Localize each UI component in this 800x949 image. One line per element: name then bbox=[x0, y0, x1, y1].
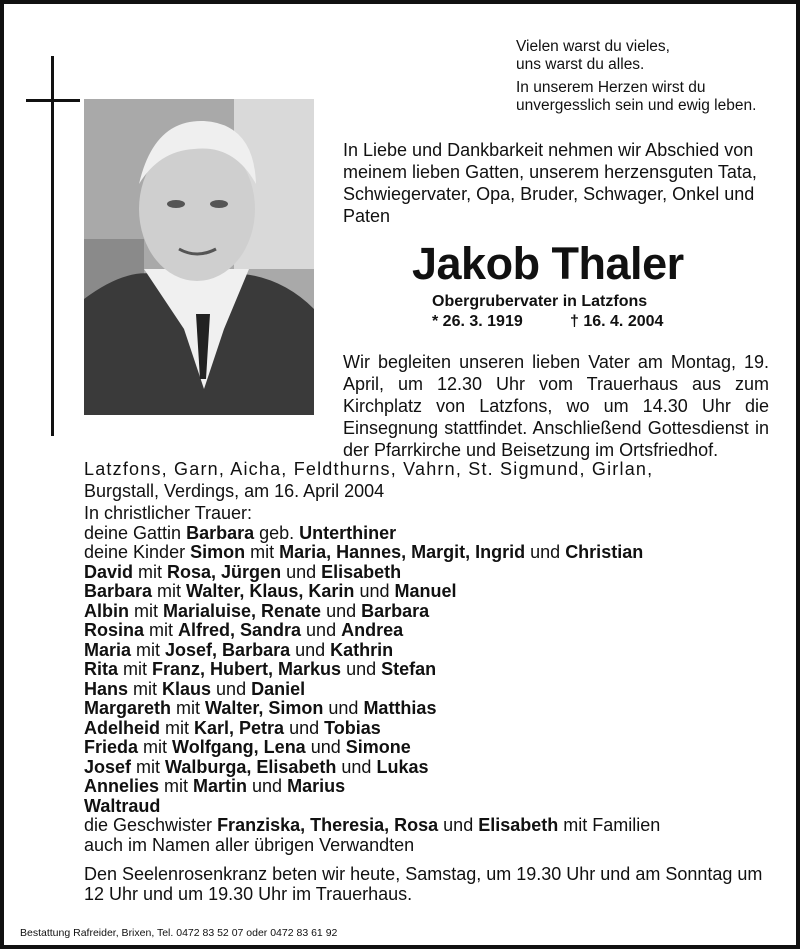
family-line bbox=[84, 816, 774, 836]
family-name: Walter, Simon bbox=[205, 698, 324, 718]
family-name: Elisabeth bbox=[478, 815, 559, 835]
family-name: Waltraud bbox=[84, 795, 161, 816]
family-name: Barbara bbox=[361, 600, 430, 621]
family-name: Josef bbox=[84, 756, 132, 777]
family-line bbox=[84, 543, 774, 563]
family-line bbox=[84, 797, 774, 817]
family-name: Rita bbox=[84, 659, 119, 679]
family-connector: mit Familien bbox=[558, 815, 661, 835]
family-name: Simon bbox=[190, 542, 246, 562]
family-line bbox=[84, 602, 774, 622]
family-name: Wolfgang, Lena bbox=[172, 737, 306, 757]
family-name: Christian bbox=[565, 542, 644, 562]
family-connector: und bbox=[336, 756, 377, 777]
family-line bbox=[84, 563, 774, 583]
family-line bbox=[84, 621, 774, 641]
family-name: Walburga, Elisabeth bbox=[165, 756, 337, 777]
family-connector: und bbox=[525, 542, 566, 562]
family-connector: und bbox=[321, 600, 362, 621]
family-name: Matthias bbox=[363, 698, 437, 718]
family-name: Josef, Barbara bbox=[165, 639, 291, 660]
family-connector: und bbox=[323, 698, 364, 718]
family-name: Franz, Hubert, Markus bbox=[152, 659, 342, 679]
mourners-list bbox=[84, 504, 774, 855]
family-name: Klaus bbox=[162, 678, 212, 699]
mourners-intro: In christlicher Trauer: bbox=[84, 503, 253, 523]
family-name: Simone bbox=[345, 737, 411, 757]
family-line bbox=[84, 758, 774, 778]
birth-date: * 26. 3. 1919 bbox=[432, 313, 523, 330]
family-connector: und bbox=[247, 776, 288, 796]
family-name: Frieda bbox=[84, 737, 139, 757]
family-name: Martin bbox=[193, 776, 248, 796]
family-name: Lukas bbox=[376, 756, 429, 777]
family-line bbox=[84, 836, 774, 856]
motto-verse-2 bbox=[516, 79, 756, 115]
family-name: Margareth bbox=[84, 698, 172, 718]
funeral-details: Wir begleiten unseren lieben Vater am Montag, 19. April, um 12.30 Uhr vom Trauerhaus aus zum Kirchplatz von Latzfons, wo um 14.30 Uhr die Einsegnung stattfindet. Anschließend Gottesdienst in der Pfarrkirche und Beisetzung im Ortsfriedhof. bbox=[343, 352, 769, 460]
family-name: Marialuise, Renate bbox=[163, 600, 322, 621]
family-line bbox=[84, 719, 774, 739]
family-connector: deine Gattin bbox=[84, 522, 187, 543]
family-name: Unterthiner bbox=[299, 522, 397, 543]
family-connector: mit bbox=[131, 756, 166, 777]
family-lines bbox=[84, 524, 774, 856]
family-line bbox=[84, 738, 774, 758]
family-connector: auch im Namen aller übrigen Verwandten bbox=[84, 834, 415, 855]
rosary-notice: Den Seelenrosenkranz beten wir heute, Samstag, um 19.30 Uhr und am Sonntag um 12 Uhr und um 19.30 Uhr im Trauerhaus. bbox=[84, 864, 763, 904]
funeral-home-footer: Bestattung Rafreider, Brixen, Tel. 0472 83 52 07 oder 0472 83 61 92 bbox=[20, 927, 338, 939]
family-name: Hans bbox=[84, 678, 129, 699]
family-connector: und bbox=[438, 815, 479, 835]
family-name: Maria, Hannes, Margit, Ingrid bbox=[279, 542, 526, 562]
family-connector: mit bbox=[160, 717, 195, 738]
family-connector: mit bbox=[152, 581, 187, 601]
family-name: Tobias bbox=[324, 717, 381, 738]
family-connector: die Geschwister bbox=[84, 815, 218, 835]
family-name: Stefan bbox=[381, 659, 437, 679]
family-connector: und bbox=[284, 717, 325, 738]
deceased-name: Jakob Thaler bbox=[412, 238, 684, 289]
family-name: Elisabeth bbox=[321, 561, 402, 582]
family-name: Maria bbox=[84, 639, 132, 660]
family-connector: mit bbox=[171, 698, 206, 718]
places-and-date bbox=[84, 458, 774, 502]
family-connector: und bbox=[354, 581, 395, 601]
cross-icon bbox=[51, 56, 54, 436]
family-line bbox=[84, 777, 774, 797]
family-connector: deine Kinder bbox=[84, 542, 191, 562]
family-name: Rosa, Jürgen bbox=[167, 561, 282, 582]
family-connector: und bbox=[290, 639, 331, 660]
family-line bbox=[84, 699, 774, 719]
family-line bbox=[84, 582, 774, 602]
family-name: Alfred, Sandra bbox=[178, 620, 302, 640]
family-connector: und bbox=[281, 561, 322, 582]
family-name: Franziska, Theresia, Rosa bbox=[217, 815, 439, 835]
family-connector: mit bbox=[133, 561, 168, 582]
cross-icon-bar bbox=[26, 99, 80, 102]
motto-line: Vielen warst du vieles, bbox=[516, 38, 670, 55]
family-name: Annelies bbox=[84, 776, 160, 796]
family-name: Adelheid bbox=[84, 717, 161, 738]
family-name: Rosina bbox=[84, 620, 145, 640]
family-name: Kathrin bbox=[330, 639, 394, 660]
family-line bbox=[84, 680, 774, 700]
family-name: Marius bbox=[287, 776, 346, 796]
family-connector: mit bbox=[129, 600, 163, 621]
places-line: Burgstall, Verdings, am 16. April 2004 bbox=[84, 481, 385, 501]
family-connector: mit bbox=[118, 659, 153, 679]
family-name: Barbara bbox=[84, 581, 153, 601]
family-name: Andrea bbox=[341, 620, 404, 640]
family-connector: mit bbox=[159, 776, 194, 796]
motto-verse-1 bbox=[516, 38, 670, 74]
family-name: Albin bbox=[84, 600, 129, 621]
family-line bbox=[84, 524, 774, 544]
family-connector: und bbox=[301, 620, 342, 640]
family-connector: und bbox=[211, 678, 252, 699]
family-connector: mit bbox=[128, 678, 163, 699]
family-connector: und bbox=[305, 737, 346, 757]
death-date: † 16. 4. 2004 bbox=[570, 313, 664, 330]
family-connector: mit bbox=[138, 737, 173, 757]
family-name: Manuel bbox=[394, 581, 457, 601]
motto-line: uns warst du alles. bbox=[516, 56, 645, 73]
family-connector: mit bbox=[245, 542, 280, 562]
family-connector: mit bbox=[144, 620, 179, 640]
motto-line: In unserem Herzen wirst du bbox=[516, 79, 706, 96]
deceased-title: Obergrubervater in Latzfons bbox=[432, 293, 648, 310]
family-name: Karl, Petra bbox=[194, 717, 285, 738]
places-line: Latzfons, Garn, Aicha, Feldthurns, Vahrn, St. Sigmund, Girlan, bbox=[84, 459, 654, 479]
life-dates bbox=[432, 312, 682, 331]
portrait-photo bbox=[84, 99, 314, 415]
family-name: David bbox=[84, 561, 134, 582]
family-name: Daniel bbox=[251, 678, 306, 699]
family-connector: und bbox=[341, 659, 382, 679]
family-line bbox=[84, 660, 774, 680]
family-line bbox=[84, 641, 774, 661]
motto-line: unvergesslich sein und ewig leben. bbox=[516, 97, 757, 114]
family-connector: mit bbox=[131, 639, 166, 660]
family-connector: geb. bbox=[254, 522, 300, 543]
family-name: Walter, Klaus, Karin bbox=[186, 581, 355, 601]
intro-text: In Liebe und Dankbarkeit nehmen wir Abschied von meinem lieben Gatten, unserem herzensguten Tata, Schwiegervater, Opa, Bruder, Schwager, Onkel und Paten bbox=[343, 140, 757, 226]
family-name: Barbara bbox=[186, 522, 255, 543]
